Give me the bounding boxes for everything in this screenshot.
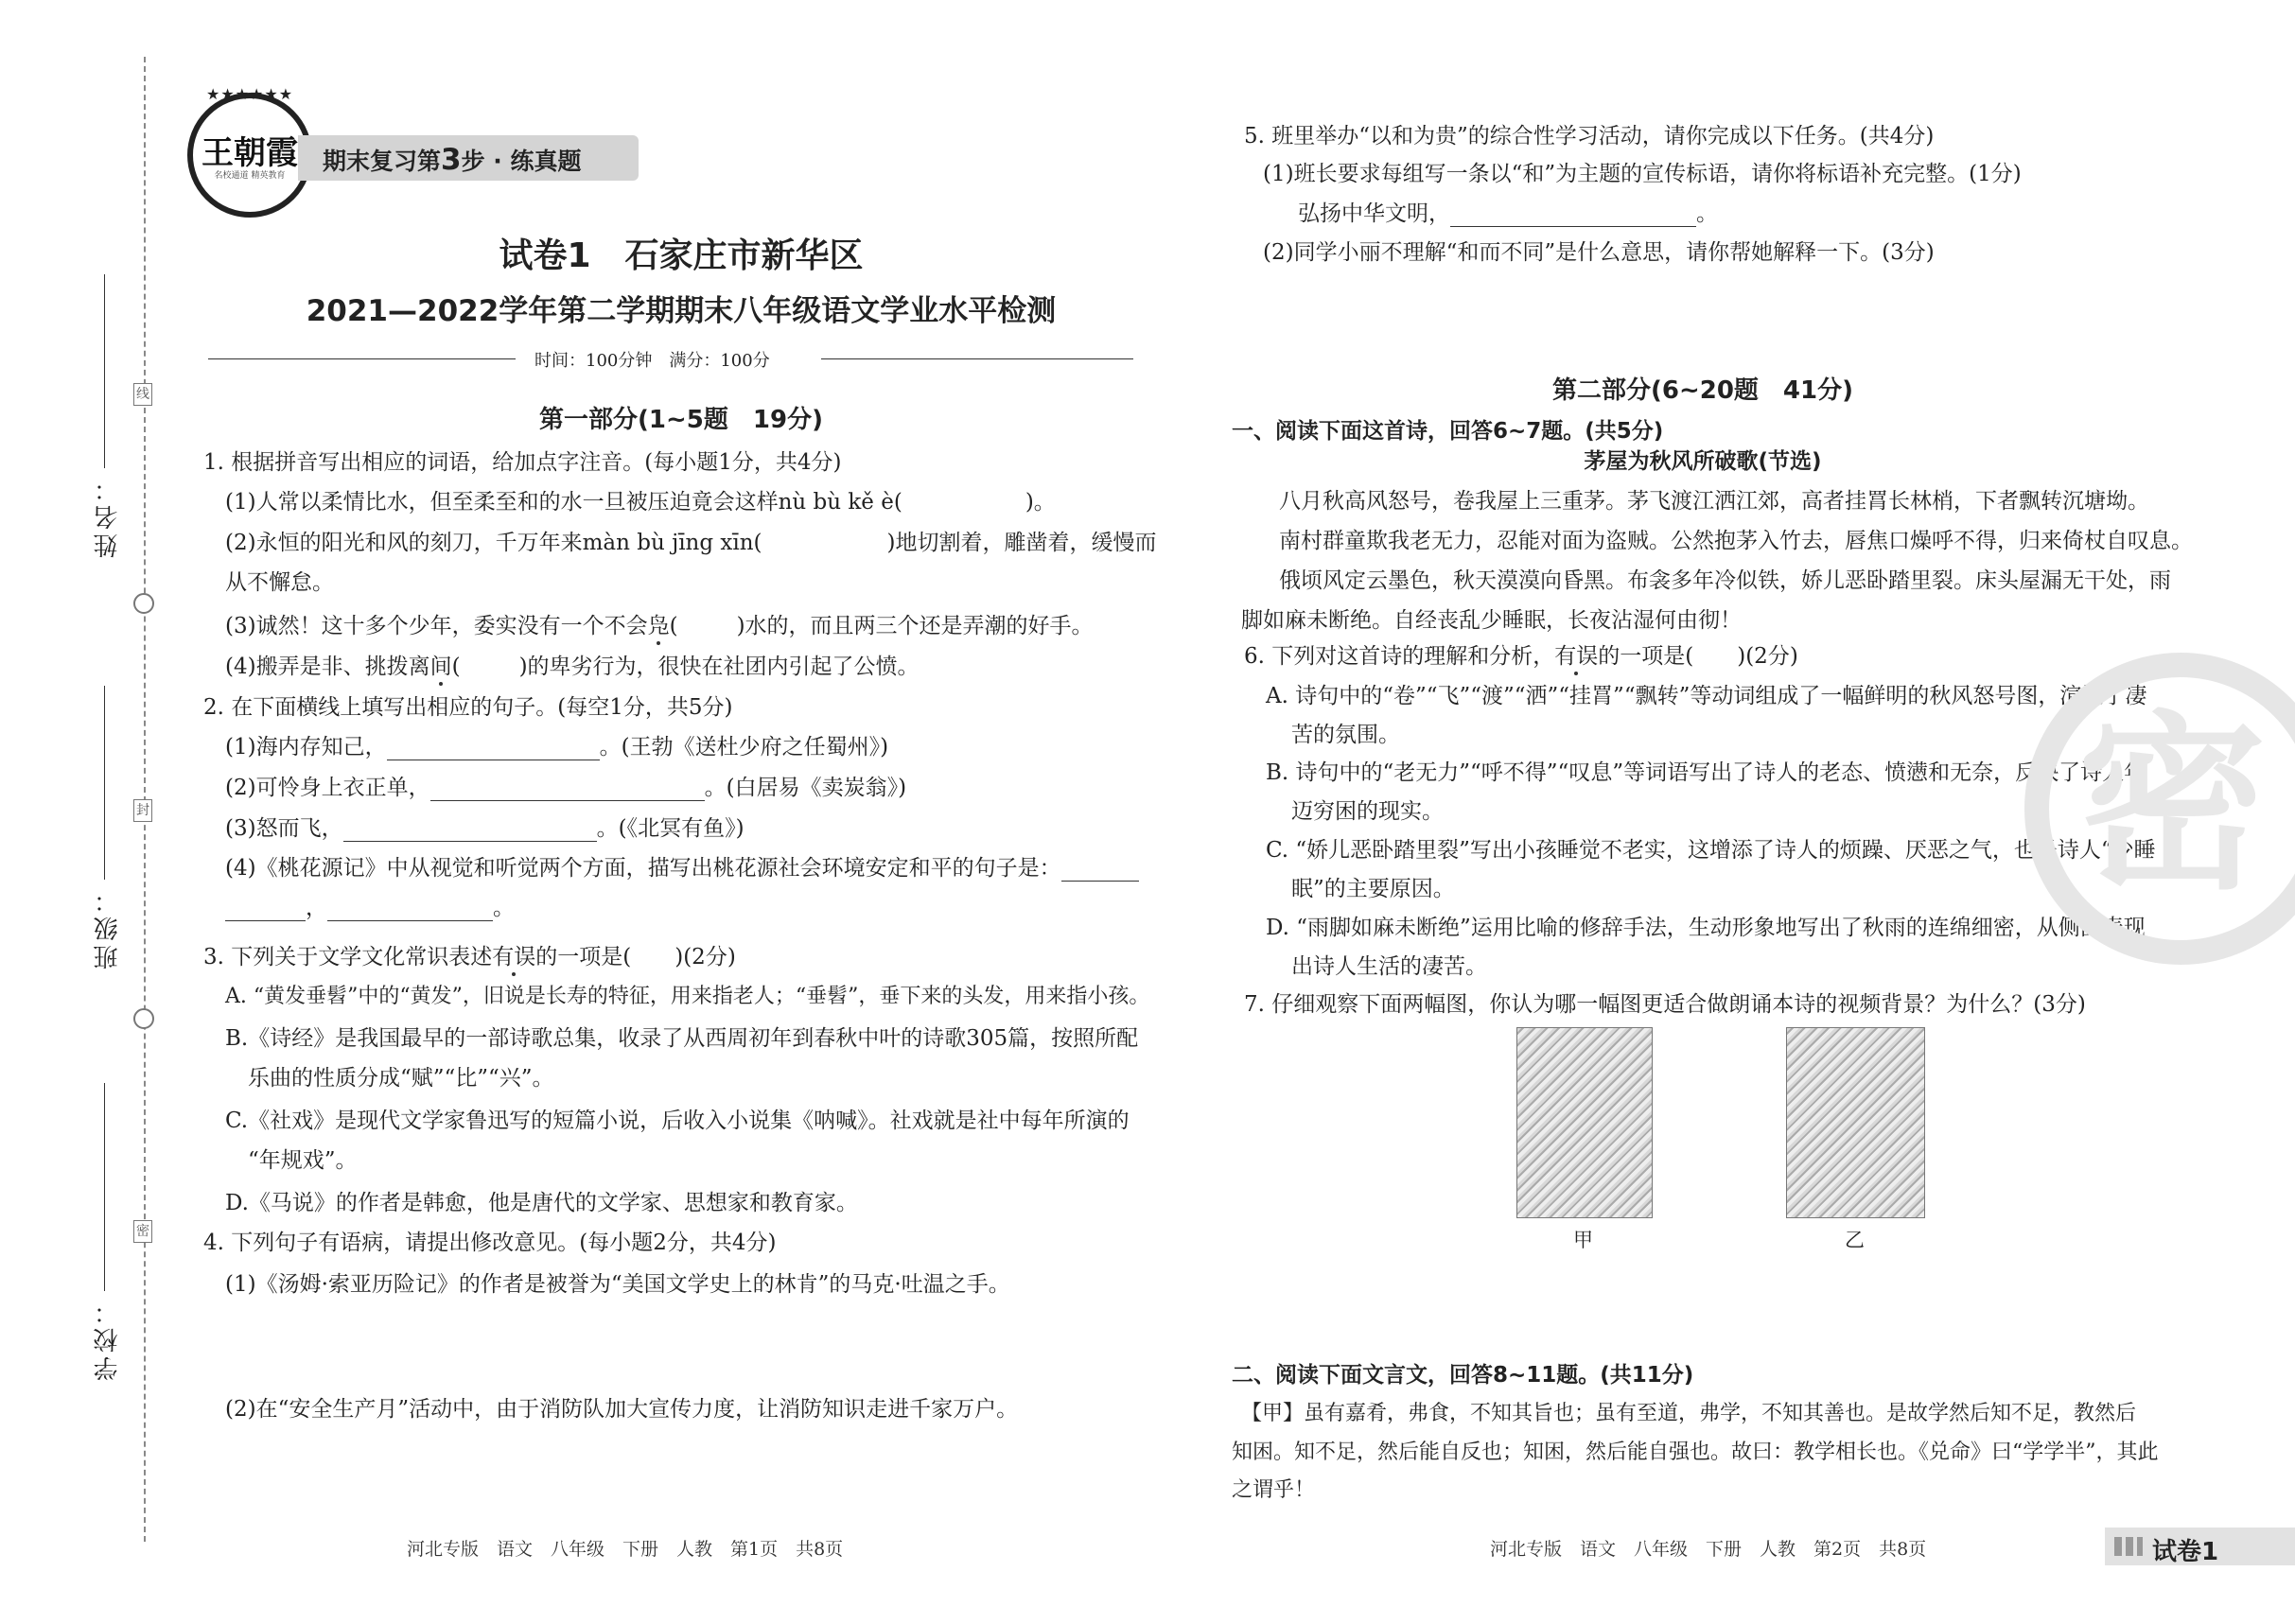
- poem-line-3: 俄顷风定云墨色，秋天漠漠向昏黑。布衾多年冷似铁，娇儿恶卧踏里裂。床头屋漏无干处，雨: [1279, 568, 2171, 593]
- q1-stem: 1. 根据拼音写出相应的词语，给加点字注音。(每小题1分，共4分): [203, 450, 842, 475]
- q2-s3: [225, 811, 745, 842]
- q6-option-c-cont: 眠”的主要原因。: [1291, 877, 1455, 901]
- q5-s1-answer: [1298, 196, 1718, 227]
- illustration-yi: [1786, 1027, 1925, 1218]
- q1-s3-text: (3)诚然！这十多个少年，委实没有一个不会: [225, 614, 648, 638]
- q2-s4-period: 。: [493, 896, 515, 920]
- q4-s1-answer-area[interactable]: [225, 1305, 1133, 1381]
- q5-s1-prefix: 弘扬中华文明，: [1298, 201, 1450, 226]
- q2-s3-text: (3)怒而飞，: [225, 816, 343, 841]
- seal-char-mi: 密: [133, 1220, 152, 1243]
- q6-option-d[interactable]: D. “雨脚如麻未断绝”运用比喻的修辞手法，生动形象地写出了秋雨的连绵细密，从侧面表现: [1266, 916, 2146, 940]
- q2-s4-blank-1[interactable]: [1061, 860, 1139, 882]
- part1-heading: 第一部分(1~5题 19分): [539, 406, 823, 434]
- logo-tag-1: 名校通道: [214, 171, 249, 181]
- q2-s4-blank-2[interactable]: [225, 899, 306, 921]
- q1-s3-text-b: )水的，而且两三个还是弄潮的好手。: [736, 614, 1094, 638]
- poem-title: 茅屋为秋风所破歌(节选): [1584, 449, 1822, 474]
- q2-s3-src: 。(《北冥有鱼》): [596, 816, 745, 841]
- q3-stem-end: 的一项是( )(2分): [535, 945, 736, 969]
- q2-stem: 2. 在下面横线上填写出相应的句子。(每空1分，共5分): [203, 695, 733, 720]
- q1-s2-text: (2)永恒的阳光和风的刻刀，千万年来màn bù jīng xīn(: [225, 531, 762, 555]
- banner-text: [323, 143, 582, 177]
- logo-tag-2: 精英教育: [251, 171, 286, 181]
- q6-stem-end: 的一项是( )(2分): [1598, 644, 1798, 669]
- q4-s2: (2)在“安全生产月”活动中，由于消防队加大宣传力度，让消防知识走进千家万户。: [225, 1397, 1019, 1422]
- q3-option-a[interactable]: A. “黄发垂髫”中的“黄发”，旧说是长寿的特征，用来指老人；“垂髫”，垂下来的头发，用来指小孩。: [225, 985, 1150, 1008]
- banner-prefix: 期末复习第: [323, 148, 442, 175]
- q1-s4-dotted-char: 间: [429, 655, 452, 679]
- q3-option-b[interactable]: B.《诗经》是我国最早的一部诗歌总集，收录了从西周初年到春秋中叶的诗歌305篇，按照所配: [225, 1026, 1139, 1051]
- q6-option-c[interactable]: C. “娇儿恶卧踏里裂”写出小孩睡觉不老实，这增添了诗人的烦躁、厌恶之气，也是诗人“少睡: [1266, 838, 2156, 863]
- poem-line-1: 八月秋高风怒号，卷我屋上三重茅。茅飞渡江洒江郊，高者挂罥长林梢，下者飘转沉塘坳。: [1279, 489, 2149, 514]
- q1-s3: [225, 608, 1094, 639]
- wenyan-line-1: 【甲】虽有嘉肴，弗食，不知其旨也；虽有至道，弗学，不知其善也。是故学然后知不足，教然后: [1241, 1402, 2137, 1425]
- wenyan-line-2: 知困。知不足，然后能自反也；知困，然后能自强也。故曰：教学相长也。《兑命》曰“学学半”，其此: [1232, 1441, 2159, 1464]
- poem-line-4: 脚如麻未断绝。自经丧乱少睡眠，长夜沾湿何由彻！: [1241, 608, 1742, 633]
- q3-stem: [203, 939, 736, 970]
- q2-s4-cont: [225, 890, 515, 921]
- q1-s4: [225, 649, 920, 680]
- brand-logo: [187, 85, 312, 218]
- part2-heading: 第二部分(6~20题 41分): [1551, 376, 1853, 405]
- q6-emphasis: 有误: [1554, 644, 1599, 669]
- q2-s2-src: 。(白居易《卖炭翁》): [704, 776, 907, 800]
- footer-right: 河北专版 语文 八年级 下册 人教 第2页 共8页: [1490, 1539, 1927, 1560]
- step-banner: [298, 135, 639, 181]
- q3-emphasis: 有误: [492, 945, 536, 969]
- q3-option-d[interactable]: D.《马说》的作者是韩愈，他是唐代的文学家、思想家和教育家。: [225, 1191, 858, 1215]
- q6-option-b-cont: 迈穷困的现实。: [1291, 799, 1444, 824]
- q5-stem: 5. 班里举办“以和为贵”的综合性学习活动，请你完成以下任务。(共4分): [1244, 124, 1935, 148]
- banner-suffix: 步 · 练真题: [461, 148, 582, 175]
- banner-step: 3: [441, 143, 462, 177]
- title-rule-right: [821, 358, 1133, 359]
- sec1-heading: 一、阅读下面这首诗，回答6~7题。(共5分): [1232, 419, 1664, 444]
- q6-option-d-cont: 出诗人生活的凄苦。: [1291, 954, 1487, 979]
- q1-s4-text-b: )的卑劣行为，很快在社团内引起了公愤。: [518, 655, 920, 679]
- q5-s2: (2)同学小丽不理解“和而不同”是什么意思，请你帮她解释一下。(3分): [1263, 240, 1935, 265]
- q6-option-a-cont: 苦的氛围。: [1291, 723, 1400, 747]
- logo-crown-icon: ★★★★★★: [205, 85, 294, 103]
- name-field[interactable]: [104, 274, 105, 468]
- q5-s1-end: 。: [1696, 201, 1718, 226]
- q4-stem: 4. 下列句子有语病，请提出修改意见。(每小题2分，共4分): [203, 1231, 777, 1255]
- q2-s4-text: (4)《桃花源记》中从视觉和听觉两个方面，描写出桃花源社会环境安定和平的句子是：: [225, 856, 1061, 881]
- binding-ring-2: [133, 1008, 154, 1029]
- illustration-jia: [1516, 1027, 1653, 1218]
- q6-option-a[interactable]: A. 诗句中的“卷”“飞”“渡”“洒”“挂罥”“飘转”等动词组成了一幅鲜明的秋风怒号图，渲染了凄: [1266, 684, 2147, 708]
- logo-text: 王朝霞: [201, 134, 298, 172]
- q2-s2-blank[interactable]: [430, 779, 705, 801]
- exam-time-info: 时间：100分钟 满分：100分: [534, 351, 770, 371]
- q3-option-b-cont: 乐曲的性质分成“赋”“比”“兴”。: [248, 1066, 554, 1091]
- q2-s4-comma: ，: [306, 896, 327, 920]
- exam-subtitle: 2021—2022学年第二学期期末八年级语文学业水平检测: [306, 294, 1057, 328]
- q6-stem-text: 6. 下列对这首诗的理解和分析，: [1244, 644, 1555, 669]
- q2-s1-text: (1)海内存知己，: [225, 735, 387, 760]
- q1-s1: [225, 484, 1056, 515]
- q2-s1-src: 。(王勃《送杜少府之任蜀州》): [599, 735, 889, 760]
- q1-s1-end: )。: [1025, 490, 1056, 515]
- school-field[interactable]: [104, 1083, 105, 1291]
- q6-stem: [1244, 638, 1798, 670]
- q1-s4-text: (4)搬弄是非、挑拨离: [225, 655, 430, 679]
- seal-char-feng: 封: [133, 799, 152, 822]
- exam-title: 试卷1 石家庄市新华区: [499, 236, 864, 275]
- q1-s2-cont: 从不懈怠。: [225, 570, 334, 595]
- wenyan-line-3: 之谓乎！: [1232, 1478, 1316, 1502]
- q2-s3-blank[interactable]: [343, 820, 597, 842]
- q7-stem: 7. 仔细观察下面两幅图，你认为哪一幅图更适合做朗诵本诗的视频背景？为什么？(3分): [1244, 992, 2086, 1017]
- q1-s4-open: (: [451, 655, 461, 679]
- q1-s1-text: (1)人常以柔情比水，但至柔至和的水一旦被压迫竟会这样nù bù kě è(: [225, 490, 902, 515]
- school-label: 学校：: [94, 1296, 122, 1381]
- class-field[interactable]: [104, 686, 105, 880]
- q2-s1: [225, 729, 888, 760]
- q2-s2: [225, 770, 906, 801]
- q2-s4-blank-3[interactable]: [327, 899, 493, 921]
- paper-tag-label: 试卷1: [2152, 1538, 2219, 1566]
- logo-tagline: [204, 168, 295, 181]
- q3-option-c-cont: “年规戏”。: [248, 1148, 358, 1173]
- q4-s2-answer-area[interactable]: [225, 1428, 1133, 1523]
- class-label: 班级：: [94, 884, 122, 969]
- q5-s1: (1)班长要求每组写一条以“和”为主题的宣传标语，请你将标语补充完整。(1分): [1263, 162, 2022, 186]
- q1-s2: [225, 525, 1157, 556]
- binding-ring-1: [133, 593, 154, 614]
- q2-s2-text: (2)可怜身上衣正单，: [225, 776, 430, 800]
- q3-stem-text: 3. 下列关于文学文化常识表述: [203, 945, 493, 969]
- q5-s2-answer-area[interactable]: [1263, 274, 2171, 369]
- illustration-jia-label: 甲: [1573, 1229, 1593, 1251]
- title-rule-left: [208, 358, 516, 359]
- q5-s1-blank[interactable]: [1450, 205, 1696, 227]
- q1-s2-text-b: )地切割着，雕凿着，缓慢而: [886, 531, 1157, 555]
- paper-tag: [2105, 1528, 2295, 1565]
- q3-option-c[interactable]: C.《社戏》是现代文学家鲁迅写的短篇小说，后收入小说集《呐喊》。社戏就是社中每年所演的: [225, 1109, 1130, 1133]
- seal-char-xian: 线: [133, 383, 152, 406]
- watermark-char: 密: [2077, 695, 2268, 916]
- q4-s1: (1)《汤姆·索亚历险记》的作者是被誉为“美国文学史上的林肯”的马克·吐温之手。: [225, 1272, 1010, 1297]
- poem-line-2: 南村群童欺我老无力，忍能对面为盗贼。公然抱茅入竹去，唇焦口燥呼不得，归来倚杖自叹息。: [1279, 529, 2193, 553]
- illustration-yi-label: 乙: [1845, 1229, 1865, 1251]
- q1-s3-open: (: [669, 614, 678, 638]
- tag-dots-icon: [2114, 1537, 2143, 1556]
- sec2-heading: 二、阅读下面文言文，回答8~11题。(共11分): [1232, 1363, 1694, 1388]
- q6-option-b[interactable]: B. 诗句中的“老无力”“呼不得”“叹息”等词语写出了诗人的老态、愤懑和无奈，反映了诗人年: [1266, 760, 2146, 785]
- q2-s4: [225, 850, 1139, 882]
- name-label: 姓名：: [94, 473, 122, 558]
- q1-s3-dotted-char: 凫: [647, 614, 670, 638]
- q2-s1-blank[interactable]: [387, 739, 600, 760]
- footer-left: 河北专版 语文 八年级 下册 人教 第1页 共8页: [407, 1539, 844, 1560]
